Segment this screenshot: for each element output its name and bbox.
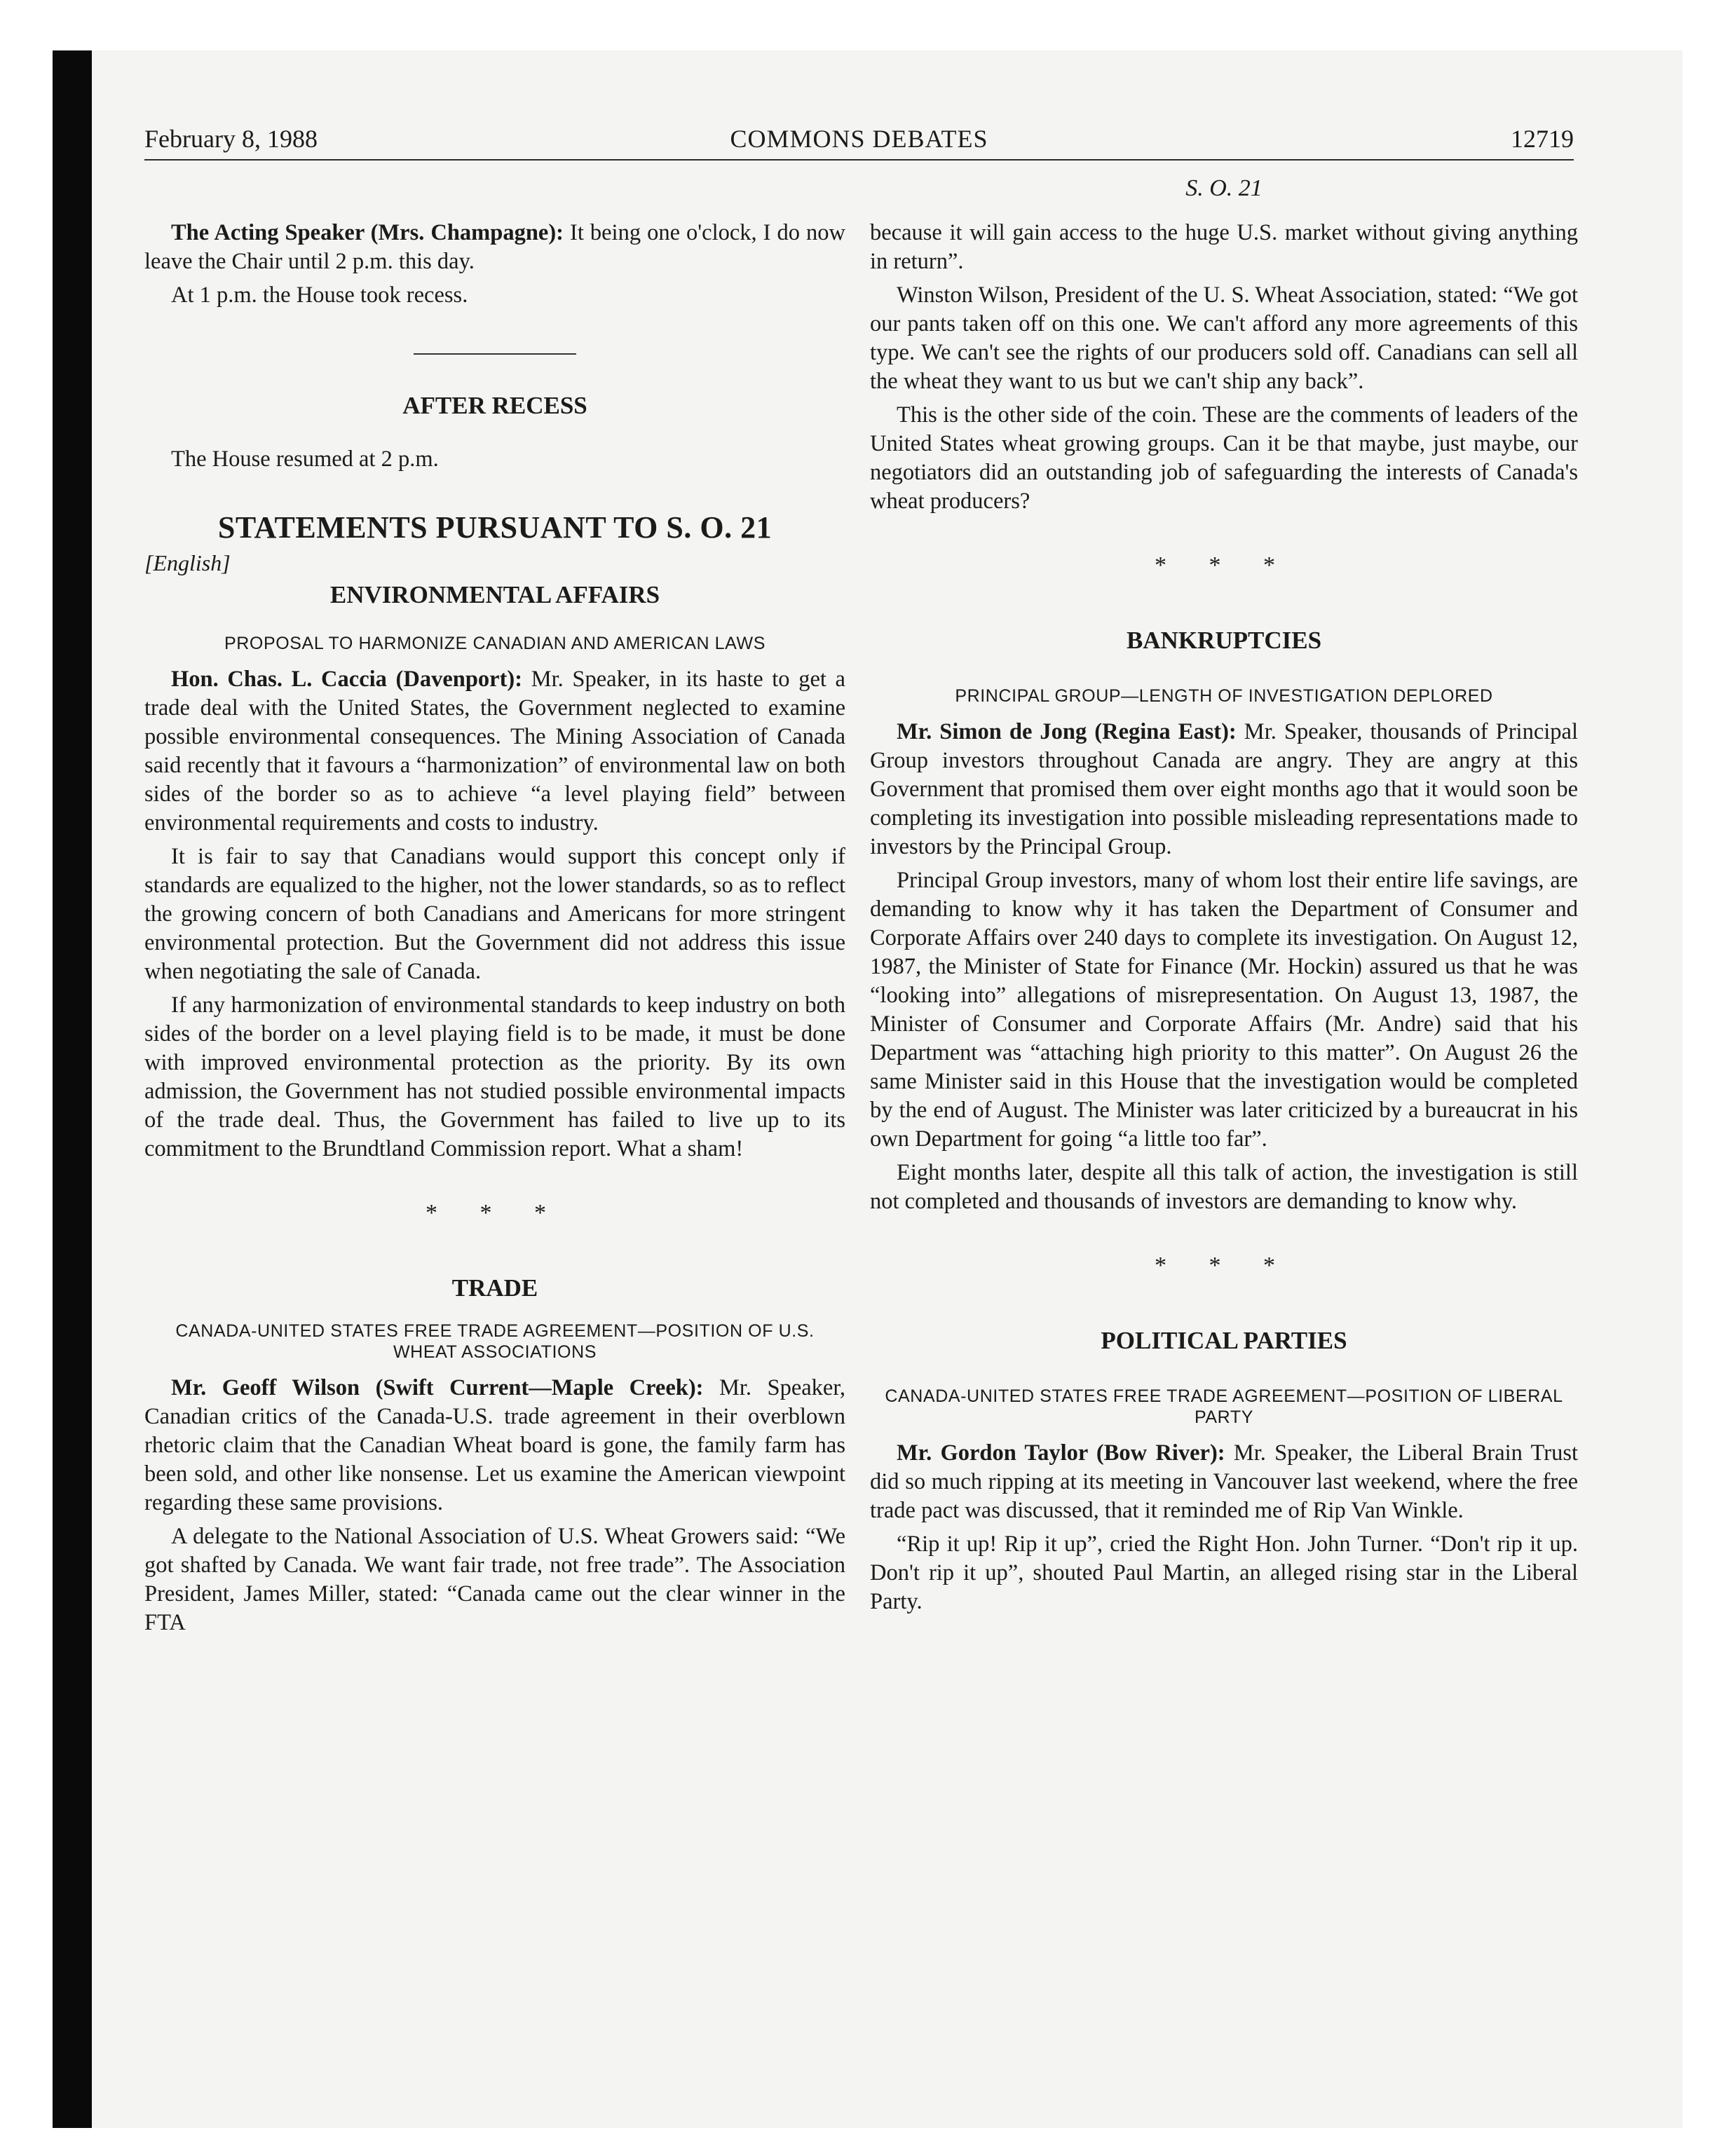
right-column <box>870 219 1578 1621</box>
subheading: CANADA-UNITED STATES FREE TRADE AGREEMENT—POSITION OF LIBERAL PARTY <box>885 1386 1563 1427</box>
section-separator-stars: * * * <box>426 1200 564 1226</box>
speaker-name: Hon. Chas. L. Caccia (Davenport): <box>171 667 523 692</box>
speaker-name: The Acting Speaker (Mrs. Champagne): <box>171 220 564 245</box>
document-page <box>92 50 1682 2128</box>
paragraph <box>144 665 845 838</box>
section-heading-bankruptcies: BANKRUPTCIES <box>1126 627 1322 654</box>
paragraph: This is the other side of the coin. These are the comments of leaders of the United States wheat growing groups. Can it be that maybe, just maybe, our negotiators did an outstanding job of safeguarding the interests of Canada's wheat producers? <box>870 402 1578 514</box>
speaker-name: Mr. Geoff Wilson (Swift Current—Maple Creek): <box>171 1375 704 1400</box>
paragraph <box>144 219 845 276</box>
section-separator-stars: * * * <box>1155 552 1293 578</box>
paragraph-text: Mr. Speaker, thousands of Principal Group investors throughout Canada are angry. They are angry at this Government that promised them over eight months ago that it would soon be completing its investigation into possible misleading representations made to investors by the Principal Group. <box>870 719 1578 859</box>
header-date: February 8, 1988 <box>144 125 318 153</box>
after-recess-heading: AFTER RECESS <box>402 392 587 419</box>
paragraph: If any harmonization of environmental standards to keep industry on both sides of the border on a level playing field is to be made, it must be done with improved environmental protection as the priority. By its own admission, the Government has not studied possible environmental impacts of the trade deal. Thus, the Government has failed to live up to its commitment to the Brundtland Commission report. What a sham! <box>144 992 845 1161</box>
paragraph: At 1 p.m. the House took recess. <box>171 282 468 308</box>
section-divider <box>414 353 576 355</box>
header-title: COMMONS DEBATES <box>730 125 988 153</box>
paragraph: Eight months later, despite all this talk of action, the investigation is still not completed and thousands of investors are demanding to know why. <box>870 1160 1578 1214</box>
paragraph-text: Mr. Speaker, Canadian critics of the Canada-U.S. trade agreement in their overblown rhetoric claim that the Canadian Wheat board is gone, the family farm has been sold, and other like nonsense. Let us examine the American viewpoint regarding these same provisions. <box>144 1375 845 1515</box>
paragraph: It is fair to say that Canadians would support this concept only if standards are equalized to the higher, not the lower standards, so as to reflect the growing concern of both Canadians and Americans for more stringent environmental protection. But the Government did not address this issue when negotiating the sale of Canada. <box>144 844 845 984</box>
paragraph: The House resumed at 2 p.m. <box>171 446 439 472</box>
paragraph <box>870 1439 1578 1525</box>
section-heading-trade: TRADE <box>451 1274 538 1302</box>
subheading: CANADA-UNITED STATES FREE TRADE AGREEMENT—POSITION OF U.S. WHEAT ASSOCIATIONS <box>175 1321 815 1362</box>
paragraph-text: It being one o'clock, I do now leave the Chair until 2 p.m. this day. <box>144 220 845 274</box>
section-separator-stars: * * * <box>1155 1253 1293 1278</box>
speaker-name: Mr. Simon de Jong (Regina East): <box>897 719 1237 744</box>
header-rule <box>144 159 1574 161</box>
paragraph: Winston Wilson, President of the U. S. Wheat Association, stated: “We got our pants taken off on this one. We can't afford any more agreements of this type. We can't see the rights of our producers sold off. Canadians can sell all the wheat they want to us but we can't ship any back”. <box>870 282 1578 394</box>
paragraph <box>144 1374 845 1517</box>
paragraph: A delegate to the National Association of U.S. Wheat Growers said: “We got shafted by Canada. We want fair trade, not free trade”. The Association President, James Miller, stated: “Canada came out the clear winner in the FTA <box>144 1524 845 1635</box>
paragraph: Principal Group investors, many of whom lost their entire life savings, are demanding to know why it has taken the Department of Consumer and Corporate Affairs over 240 days to complete its investigation. On August 12, 1987, the Minister of State for Finance (Mr. Hockin) assured us that he was “looking into” allegations of misrepresentation. On August 13, 1987, the Minister of Consumer and Corporate Affairs (Mr. Andre) said that his Department was “attaching high priority to this matter”. On August 26 the same Minister said in this House that the investigation would be completed by the end of August. The Minister was later criticized by a bureaucrat in his own Department for going “a little too far”. <box>870 868 1578 1152</box>
left-column <box>144 219 845 1642</box>
paragraph: “Rip it up! Rip it up”, cried the Right Hon. John Turner. “Don't rip it up. Don't rip it up”, shouted Paul Martin, an alleged rising star in the Liberal Party. <box>870 1531 1578 1614</box>
paragraph-text: Mr. Speaker, the Liberal Brain Trust did so much ripping at its meeting in Vancouver last weekend, where the free trade pact was discussed, that it reminded me of Rip Van Winkle. <box>870 1440 1578 1523</box>
paragraph <box>870 718 1578 861</box>
section-heading-environment: ENVIRONMENTAL AFFAIRS <box>329 581 660 608</box>
column-label: S. O. 21 <box>1185 175 1263 201</box>
statements-heading: STATEMENTS PURSUANT TO S. O. 21 <box>217 510 773 545</box>
paragraph: because it will gain access to the huge U.S. market without giving anything in return”. <box>870 220 1578 274</box>
language-note: [English] <box>144 550 231 575</box>
section-heading-political-parties: POLITICAL PARTIES <box>1101 1327 1347 1354</box>
binding-edge <box>53 50 92 2128</box>
header-page-number: 12719 <box>1511 125 1574 153</box>
paragraph-text: Mr. Speaker, in its haste to get a trade deal with the United States, the Government neglected to examine possible environmental consequences. The Mining Association of Canada said recently that it favours a “harmonization” of environmental law on both sides of the border so as to achieve “a level playing field” between environmental requirements and costs to industry. <box>144 667 845 835</box>
subheading: PRINCIPAL GROUP—LENGTH OF INVESTIGATION DEPLORED <box>955 686 1493 706</box>
subheading: PROPOSAL TO HARMONIZE CANADIAN AND AMERICAN LAWS <box>224 634 766 653</box>
speaker-name: Mr. Gordon Taylor (Bow River): <box>897 1440 1225 1466</box>
